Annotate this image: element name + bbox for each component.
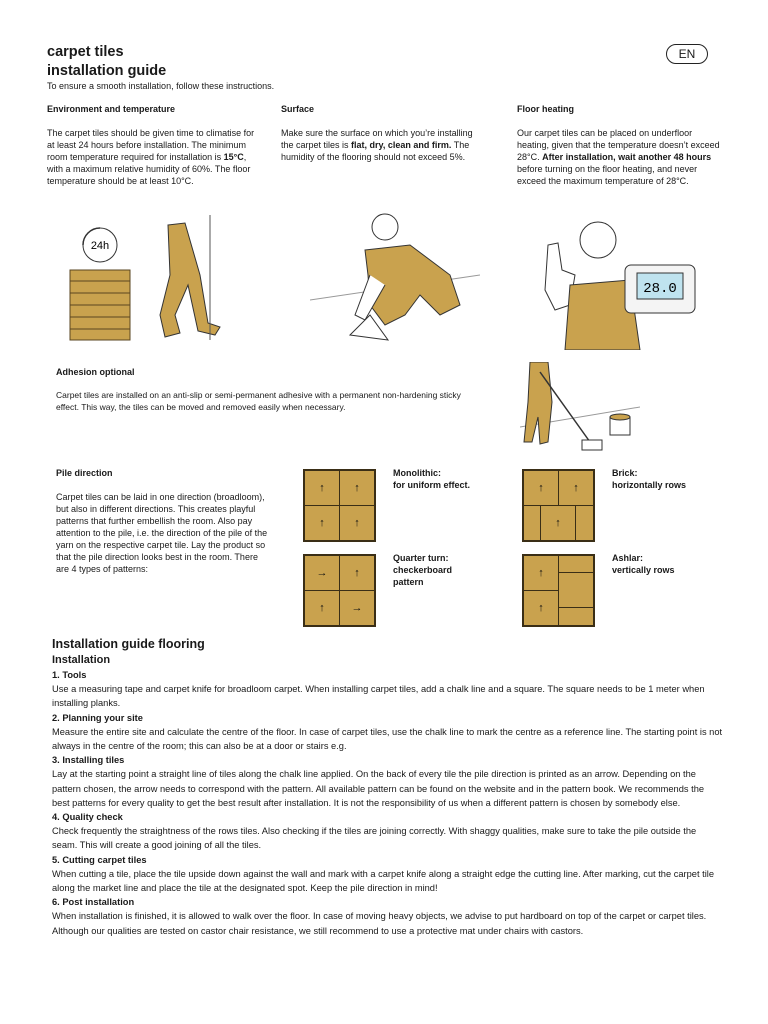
language-badge[interactable]: EN bbox=[666, 44, 708, 64]
installation-subtitle: Installation bbox=[52, 654, 111, 666]
tile: ↑ bbox=[540, 505, 576, 541]
floor-heating-text bbox=[517, 127, 725, 187]
tile: ↑ bbox=[339, 555, 375, 591]
tile bbox=[523, 505, 541, 541]
surface-text-a: Make sure the surface on which you’re installing the carpet tiles is bbox=[281, 128, 473, 150]
tile bbox=[558, 555, 594, 573]
environment-text-a: The carpet tiles should be given time to climatise for at least 24 hours before installation. The minimum room temperature required for installation is bbox=[47, 128, 255, 162]
step-heading: 5. Cutting carpet tiles bbox=[52, 854, 147, 865]
step-text: Use a measuring tape and carpet knife for broadloom carpet. When installing carpet tiles, add a chalk line and a square. The square needs to be 1 meter when installing planks. bbox=[52, 684, 705, 709]
pattern-desc: horizontally rows bbox=[612, 480, 687, 490]
tile: → bbox=[339, 590, 375, 626]
surface-text-bold: flat, dry, clean and firm. bbox=[351, 140, 452, 150]
tile: ↑ bbox=[304, 470, 340, 506]
tile: ↑ bbox=[339, 505, 375, 541]
pattern-quarter-turn-label bbox=[393, 552, 452, 588]
tile: ↑ bbox=[304, 590, 340, 626]
pattern-ashlar-label bbox=[612, 552, 675, 576]
carpet-box-stack-icon bbox=[70, 270, 130, 340]
environment-text-b: , with a maximum relative humidity of 60%. The floor temperature should be at least 10°C. bbox=[47, 152, 251, 186]
pile-heading: Pile direction bbox=[56, 468, 113, 478]
clock-icon bbox=[83, 228, 117, 262]
pattern-name: Monolithic: bbox=[393, 468, 441, 478]
step-heading: 4. Quality check bbox=[52, 812, 123, 823]
installation-steps bbox=[52, 668, 724, 938]
tile: ↑ bbox=[523, 590, 559, 626]
thermostat-reading: 28.0 bbox=[643, 281, 677, 297]
clock-label: 24h bbox=[90, 240, 110, 252]
floor-heating-text-a: Our carpet tiles can be placed on underfloor heating, given that the temperature doesn’t exceed 28°C. bbox=[517, 128, 720, 162]
step-heading: 2. Planning your site bbox=[52, 712, 143, 723]
tile bbox=[558, 572, 594, 608]
surface-heading: Surface bbox=[281, 104, 315, 114]
adhesion-text: Carpet tiles are installed on an anti-slip or semi-permanent adhesive with a permanent non-hardening sticky effect. This way, the tiles can be moved and removed easily when necessary. bbox=[56, 390, 461, 412]
pattern-desc: checkerboard bbox=[393, 565, 453, 575]
glue-bucket-icon bbox=[610, 414, 630, 435]
tile: ↑ bbox=[523, 470, 559, 506]
page-title bbox=[47, 43, 166, 81]
pile-text: Carpet tiles can be laid in one direction (broadloom), but also in different directions. This creates playful patterns that further embellish the room. Also pay attention to the pile, i.e. the direction of the pile of the yarn on the respective carpet tile. Lay the product so that the pile direction looks best in the room. There are 4 types of patterns: bbox=[56, 492, 268, 574]
pattern-desc: pattern bbox=[393, 577, 424, 587]
climatise-illustration bbox=[60, 215, 250, 345]
step-text: Lay at the starting point a straight line of tiles along the chalk line applied. On the back of every tile the pile direction is printed as an arrow. Depending on the pattern chosen, the arrow needs to correspond with the pattern. All available pattern can be found on the website and in the pattern book. We recommends the best patterns for every quality to get the best result after installation. It is not the responsibility of us when a different pattern is chosen by somebody else. bbox=[52, 769, 705, 808]
tile: → bbox=[304, 555, 340, 591]
pattern-desc: vertically rows bbox=[612, 565, 675, 575]
floor-heating-illustration bbox=[540, 210, 710, 350]
step-text: Measure the entire site and calculate the centre of the floor. In case of carpet tiles, use the chalk line to mark the centre as a reference line. The starting point is not always in the centre of the room; this can also be at a door or stairs e.g. bbox=[52, 726, 723, 752]
environment-text bbox=[47, 127, 255, 187]
pattern-brick-diagram bbox=[522, 469, 595, 542]
installation-section-title: Installation guide flooring bbox=[52, 637, 205, 651]
step-text: When cutting a tile, place the tile upside down against the wall and mark with a carpet knife along a straight edge the cutting line. After marking, cut the carpet tile along the market line and place the tile at the designated spot. Keep the pile direction in mind! bbox=[52, 868, 715, 894]
adhesion-heading: Adhesion optional bbox=[56, 367, 135, 377]
surface-illustration bbox=[310, 205, 480, 350]
pattern-brick-label bbox=[612, 467, 686, 491]
tile: ↑ bbox=[558, 470, 594, 506]
tile: ↑ bbox=[523, 555, 559, 591]
tile: ↑ bbox=[339, 470, 375, 506]
floor-heating-text-bold: After installation, wait another 48 hours bbox=[542, 152, 712, 162]
pattern-name: Ashlar: bbox=[612, 553, 644, 563]
walking-person-icon bbox=[160, 215, 220, 340]
kneeling-worker-icon bbox=[310, 214, 480, 340]
title-line-2: installation guide bbox=[47, 63, 167, 79]
pattern-name: Brick: bbox=[612, 468, 638, 478]
step-heading: 3. Installing tiles bbox=[52, 755, 125, 766]
intro-text: To ensure a smooth installation, follow these instructions. bbox=[47, 81, 275, 91]
thermostat-icon bbox=[625, 265, 695, 313]
adhesion-illustration bbox=[520, 362, 640, 457]
pattern-quarter-turn-diagram bbox=[303, 554, 376, 627]
pattern-monolithic-label bbox=[393, 467, 470, 491]
step-heading: 6. Post installation bbox=[52, 897, 135, 908]
tile: ↑ bbox=[304, 505, 340, 541]
environment-heading: Environment and temperature bbox=[47, 104, 176, 114]
surface-text bbox=[281, 127, 481, 163]
pattern-name: Quarter turn: bbox=[393, 553, 449, 563]
floor-heating-heading: Floor heating bbox=[517, 104, 574, 114]
title-line-1: carpet tiles bbox=[47, 44, 124, 60]
pattern-ashlar-diagram bbox=[522, 554, 595, 627]
environment-text-bold: 15°C bbox=[223, 152, 244, 162]
surface-text-b: The humidity of the flooring should not exceed 5%. bbox=[281, 140, 470, 162]
tile bbox=[558, 607, 594, 626]
tile bbox=[575, 505, 594, 541]
floor-heating-text-b: before turning on the floor heating, and never exceed the maximum temperature of 28°C. bbox=[517, 164, 698, 186]
step-text: Check frequently the straightness of the rows tiles. Also checking if the tiles are joining correctly. With shaggy qualities, make sure to take the pile outside the seam. This will create a good joining of all the tiles. bbox=[52, 826, 697, 851]
roller-person-icon bbox=[520, 362, 640, 450]
pattern-monolithic-diagram bbox=[303, 469, 376, 542]
step-heading: 1. Tools bbox=[52, 670, 87, 680]
step-text: When installation is finished, it is allowed to walk over the floor. In case of moving heavy objects, we advise to put hardboard on top of the carpet or carpet tiles. Although our qualities are tested on castor chair resistance, we still recommend to use a protective mat under chairs with castors. bbox=[52, 911, 707, 936]
pattern-desc: for uniform effect. bbox=[393, 480, 471, 490]
